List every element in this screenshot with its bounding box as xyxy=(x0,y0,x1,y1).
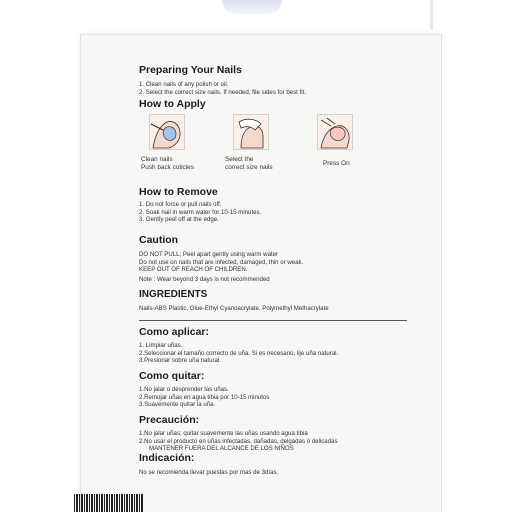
remove-step: 3. Gently peel off at the edge. xyxy=(139,216,219,224)
es-caution-line: 2.No usar el producto en uñas infectadas, dañadas, delgadas ó delicadas xyxy=(139,437,338,445)
es-remove-step: 3.Suavemente quitar la uña. xyxy=(139,401,216,409)
apply-title: How to Apply xyxy=(139,98,206,110)
caution-line: Note : Wear beyond 3 days is not recommended xyxy=(139,275,270,283)
barcode-image xyxy=(74,494,144,512)
preparing-step: 2. Select the correct size nails. If needed, file sides for best fit. xyxy=(139,88,306,96)
preparing-title: Preparing Your Nails xyxy=(139,64,242,76)
apply-steps xyxy=(139,114,369,184)
caution-title: Caution xyxy=(139,234,179,246)
es-indication-section xyxy=(139,452,278,477)
es-remove-title: Como quitar: xyxy=(139,370,205,382)
caution-line: DO NOT PULL; Peel apart gently using warm water xyxy=(139,251,279,258)
ingredients-text: Nails-ABS Plastic, Glue-Ethyl Cyanoacrylate, Polymethyl Methacrylate xyxy=(139,305,329,312)
remove-step: 1. Do not force or pull nails off. xyxy=(139,201,222,208)
es-caution-line: 1.No jalar uñas; quitar suavemente las uñas usando agua tibia xyxy=(139,430,308,437)
es-caution-section xyxy=(139,414,338,453)
es-apply-title: Como aplicar: xyxy=(139,326,210,338)
ingredients-title: INGREDIENTS xyxy=(139,289,208,300)
remove-section xyxy=(139,186,261,224)
es-apply-step: 1. Limpiar uñas. xyxy=(139,342,183,349)
es-apply-section xyxy=(139,326,338,365)
es-apply-step: 3.Presionar sobre uña natural. xyxy=(139,357,221,365)
es-indication-text: No se recomienda llevar puestas por mas de 3días. xyxy=(139,469,279,476)
select-size-nail-icon xyxy=(233,114,269,150)
press-on-nail-icon xyxy=(317,114,353,150)
caution-section xyxy=(139,234,303,283)
apply-caption-select: Select the correct size nails xyxy=(225,156,273,171)
instruction-card xyxy=(80,34,442,512)
caution-line: KEEP OUT OF REACH OF CHILDREN. xyxy=(139,266,248,274)
apply-caption-clean: Clean nails Push back cuticles xyxy=(141,156,194,171)
apply-caption-press: Press On xyxy=(323,160,350,167)
preparing-step: 1. Clean nails of any polish or oil. xyxy=(139,81,229,88)
es-remove-step: 1.No jalar o desprender las uñas. xyxy=(139,386,229,393)
es-remove-step: 2.Remojar uñas en agua tibia por 10-15 minutos xyxy=(139,393,270,401)
es-caution-title: Precaución: xyxy=(139,414,200,426)
remove-step: 2. Soak nail in warm water for 10-15 minutes. xyxy=(139,208,262,216)
preparing-section xyxy=(139,64,306,96)
es-remove-section xyxy=(139,370,269,409)
ingredients-section xyxy=(139,288,329,313)
apply-section xyxy=(139,98,206,111)
es-indication-title: Indicación: xyxy=(139,452,195,464)
package-fold xyxy=(430,0,433,30)
clean-nail-icon xyxy=(149,114,185,150)
remove-title: How to Remove xyxy=(139,186,218,198)
es-apply-step: 2.Seleccionar el tamaño correcto de uña. Si es necesario, lije uña natural. xyxy=(139,349,339,357)
language-divider xyxy=(139,320,407,321)
package-tab xyxy=(222,0,282,14)
es-caution-line: MANTENER FUERA DEL ALCANCE DE LOS NIÑOS xyxy=(149,445,294,453)
caution-line: Do not use on nails that are infected, damaged, thin or weak. xyxy=(139,258,304,266)
